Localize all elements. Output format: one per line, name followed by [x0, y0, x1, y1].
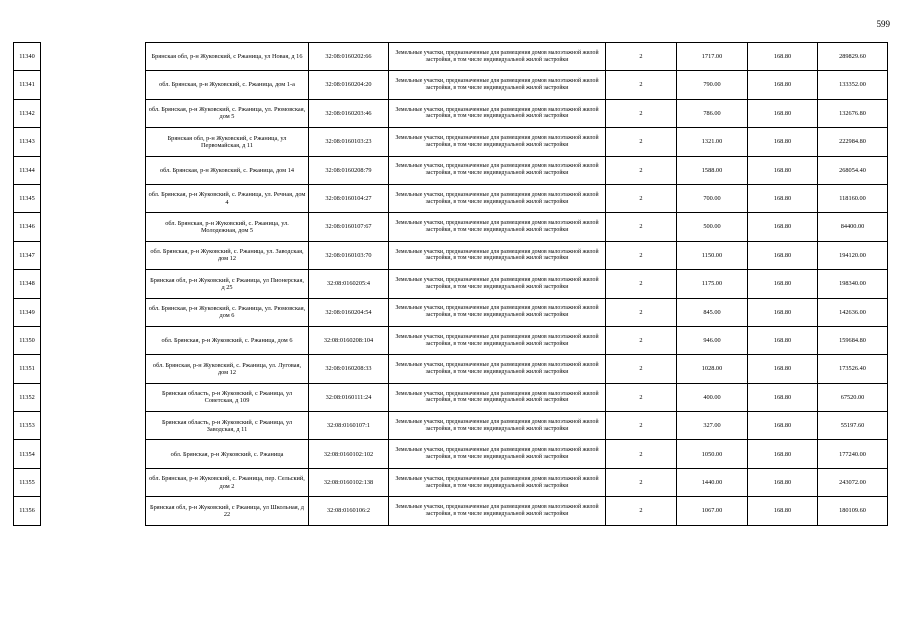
row-spacer-cell — [41, 241, 146, 269]
table-row — [14, 43, 888, 71]
address-cell: обл. Брянская, р-н Жуковский, с. Ржаница — [146, 440, 309, 468]
group-cell: 2 — [606, 412, 677, 440]
row-spacer-cell — [41, 43, 146, 71]
area-cell: 786.00 — [677, 99, 748, 127]
table-row — [14, 355, 888, 383]
cadastral-number-cell: 32:08:0160102:102 — [309, 440, 389, 468]
area-cell: 1321.00 — [677, 128, 748, 156]
address-cell: обл. Брянская, р-н Жуковский, с. Ржаница, ул. Речная, дом 4 — [146, 184, 309, 212]
rate-cell: 168.80 — [748, 99, 818, 127]
table-row — [14, 184, 888, 212]
row-id-cell: 11345 — [14, 184, 41, 212]
row-id-cell: 11346 — [14, 213, 41, 241]
rate-cell: 168.80 — [748, 298, 818, 326]
cadastral-value-cell: 180109.60 — [818, 497, 888, 525]
cadastral-value-cell: 118160.00 — [818, 184, 888, 212]
cadastral-number-cell: 32:08:0160107:1 — [309, 412, 389, 440]
address-cell: Брянская обл, р-н Жуковский, с Ржаница, ул Новая, д 16 — [146, 43, 309, 71]
cadastral-number-cell: 32:08:0160103:70 — [309, 241, 389, 269]
cadastral-value-cell: 173526.40 — [818, 355, 888, 383]
cadastral-number-cell: 32:08:0160205:4 — [309, 270, 389, 298]
area-cell: 790.00 — [677, 71, 748, 99]
rate-cell: 168.80 — [748, 326, 818, 354]
land-use-description-cell: Земельные участки, предназначенные для размещения домов малоэтажной жилой застройки, в том числе индивидуальной жилой застройки — [389, 355, 606, 383]
group-cell: 2 — [606, 326, 677, 354]
cadastral-number-cell: 32:08:0160202:66 — [309, 43, 389, 71]
row-id-cell: 11342 — [14, 99, 41, 127]
area-cell: 327.00 — [677, 412, 748, 440]
land-use-description-cell: Земельные участки, предназначенные для размещения домов малоэтажной жилой застройки, в том числе индивидуальной жилой застройки — [389, 43, 606, 71]
table-row — [14, 270, 888, 298]
cadastral-value-cell: 268054.40 — [818, 156, 888, 184]
cadastral-number-cell: 32:08:0160107:67 — [309, 213, 389, 241]
row-id-cell: 11341 — [14, 71, 41, 99]
area-cell: 845.00 — [677, 298, 748, 326]
group-cell: 2 — [606, 156, 677, 184]
row-id-cell: 11353 — [14, 412, 41, 440]
rate-cell: 168.80 — [748, 270, 818, 298]
area-cell: 400.00 — [677, 383, 748, 411]
cadastral-number-cell: 32:08:0160204:20 — [309, 71, 389, 99]
land-use-description-cell: Земельные участки, предназначенные для размещения домов малоэтажной жилой застройки, в том числе индивидуальной жилой застройки — [389, 241, 606, 269]
cadastral-number-cell: 32:08:0160208:104 — [309, 326, 389, 354]
cadastral-value-cell: 142636.00 — [818, 298, 888, 326]
group-cell: 2 — [606, 468, 677, 496]
rate-cell: 168.80 — [748, 71, 818, 99]
cadastral-value-cell: 198340.00 — [818, 270, 888, 298]
row-id-cell: 11352 — [14, 383, 41, 411]
group-cell: 2 — [606, 99, 677, 127]
cadastral-value-cell: 289829.60 — [818, 43, 888, 71]
row-spacer-cell — [41, 412, 146, 440]
row-spacer-cell — [41, 270, 146, 298]
area-cell: 1440.00 — [677, 468, 748, 496]
address-cell: Брянская обл, р-н Жуковский, с Ржаница, ул Первомайская, д 11 — [146, 128, 309, 156]
table-row — [14, 128, 888, 156]
row-spacer-cell — [41, 184, 146, 212]
cadastral-value-cell: 84400.00 — [818, 213, 888, 241]
row-spacer-cell — [41, 440, 146, 468]
cadastral-value-cell: 132676.80 — [818, 99, 888, 127]
table-row — [14, 298, 888, 326]
row-spacer-cell — [41, 213, 146, 241]
land-use-description-cell: Земельные участки, предназначенные для размещения домов малоэтажной жилой застройки, в том числе индивидуальной жилой застройки — [389, 128, 606, 156]
rate-cell: 168.80 — [748, 412, 818, 440]
table-row — [14, 497, 888, 525]
rate-cell: 168.80 — [748, 468, 818, 496]
rate-cell: 168.80 — [748, 241, 818, 269]
row-id-cell: 11354 — [14, 440, 41, 468]
cadastral-number-cell: 32:08:0160103:23 — [309, 128, 389, 156]
page-number: 599 — [876, 19, 890, 29]
area-cell: 946.00 — [677, 326, 748, 354]
row-spacer-cell — [41, 99, 146, 127]
row-spacer-cell — [41, 326, 146, 354]
table-row — [14, 326, 888, 354]
table-row — [14, 412, 888, 440]
cadastral-number-cell: 32:08:0160102:138 — [309, 468, 389, 496]
group-cell: 2 — [606, 355, 677, 383]
table-row — [14, 213, 888, 241]
group-cell: 2 — [606, 213, 677, 241]
cadastral-number-cell: 32:08:0160104:27 — [309, 184, 389, 212]
rate-cell: 168.80 — [748, 213, 818, 241]
cadastral-number-cell: 32:08:0160204:54 — [309, 298, 389, 326]
row-id-cell: 11356 — [14, 497, 41, 525]
row-spacer-cell — [41, 383, 146, 411]
group-cell: 2 — [606, 270, 677, 298]
address-cell: Брянская обл, р-н Жуковский, с Ржаница, ул Пионерская, д 25 — [146, 270, 309, 298]
row-spacer-cell — [41, 128, 146, 156]
rate-cell: 168.80 — [748, 497, 818, 525]
address-cell: Брянская обл, р-н Жуковский, с Ржаница, ул Школьная, д 22 — [146, 497, 309, 525]
row-spacer-cell — [41, 71, 146, 99]
cadastral-value-cell: 133352.00 — [818, 71, 888, 99]
address-cell: обл. Брянская, р-н Жуковский, с. Ржаница, ул. Рюмовская, дом 6 — [146, 298, 309, 326]
land-use-description-cell: Земельные участки, предназначенные для размещения домов малоэтажной жилой застройки, в том числе индивидуальной жилой застройки — [389, 468, 606, 496]
cadastral-value-cell: 194120.00 — [818, 241, 888, 269]
area-cell: 1150.00 — [677, 241, 748, 269]
row-spacer-cell — [41, 497, 146, 525]
row-id-cell: 11347 — [14, 241, 41, 269]
cadastral-value-cell: 55197.60 — [818, 412, 888, 440]
group-cell: 2 — [606, 241, 677, 269]
row-id-cell: 11344 — [14, 156, 41, 184]
cadastral-value-cell: 243072.00 — [818, 468, 888, 496]
address-cell: обл. Брянская, р-н Жуковский, с. Ржаница, ул. Рюмовская, дом 5 — [146, 99, 309, 127]
cadastral-value-cell: 177240.00 — [818, 440, 888, 468]
cadastral-value-cell: 222984.80 — [818, 128, 888, 156]
rate-cell: 168.80 — [748, 128, 818, 156]
row-id-cell: 11351 — [14, 355, 41, 383]
area-cell: 1175.00 — [677, 270, 748, 298]
group-cell: 2 — [606, 497, 677, 525]
cadastral-number-cell: 32:08:0160106:2 — [309, 497, 389, 525]
table-row — [14, 99, 888, 127]
address-cell: обл. Брянская, р-н Жуковский, с. Ржаница, ул. Заводская, дом 12 — [146, 241, 309, 269]
group-cell: 2 — [606, 184, 677, 212]
address-cell: обл. Брянская, р-н Жуковский, с. Ржаница, пер. Сельский, дом 2 — [146, 468, 309, 496]
cadastral-number-cell: 32:08:0160203:46 — [309, 99, 389, 127]
land-use-description-cell: Земельные участки, предназначенные для размещения домов малоэтажной жилой застройки, в том числе индивидуальной жилой застройки — [389, 213, 606, 241]
area-cell: 700.00 — [677, 184, 748, 212]
table-body — [14, 43, 888, 526]
rate-cell: 168.80 — [748, 184, 818, 212]
land-use-description-cell: Земельные участки, предназначенные для размещения домов малоэтажной жилой застройки, в том числе индивидуальной жилой застройки — [389, 298, 606, 326]
row-spacer-cell — [41, 298, 146, 326]
land-use-description-cell: Земельные участки, предназначенные для размещения домов малоэтажной жилой застройки, в том числе индивидуальной жилой застройки — [389, 326, 606, 354]
group-cell: 2 — [606, 43, 677, 71]
row-id-cell: 11348 — [14, 270, 41, 298]
table-row — [14, 156, 888, 184]
row-id-cell: 11355 — [14, 468, 41, 496]
land-use-description-cell: Земельные участки, предназначенные для размещения домов малоэтажной жилой застройки, в том числе индивидуальной жилой застройки — [389, 497, 606, 525]
land-use-description-cell: Земельные участки, предназначенные для размещения домов малоэтажной жилой застройки, в том числе индивидуальной жилой застройки — [389, 71, 606, 99]
table-row — [14, 468, 888, 496]
rate-cell: 168.80 — [748, 43, 818, 71]
cadastral-number-cell: 32:08:0160111:24 — [309, 383, 389, 411]
row-spacer-cell — [41, 468, 146, 496]
row-id-cell: 11349 — [14, 298, 41, 326]
row-id-cell: 11350 — [14, 326, 41, 354]
table-row — [14, 440, 888, 468]
land-use-description-cell: Земельные участки, предназначенные для размещения домов малоэтажной жилой застройки, в том числе индивидуальной жилой застройки — [389, 270, 606, 298]
group-cell: 2 — [606, 71, 677, 99]
area-cell: 1717.00 — [677, 43, 748, 71]
rate-cell: 168.80 — [748, 355, 818, 383]
address-cell: Брянская область, р-н Жуковский, с Ржаница, ул Заводская, д 11 — [146, 412, 309, 440]
area-cell: 1588.00 — [677, 156, 748, 184]
area-cell: 1067.00 — [677, 497, 748, 525]
land-parcels-table — [13, 42, 888, 526]
rate-cell: 168.80 — [748, 156, 818, 184]
address-cell: обл. Брянская, р-н Жуковский, с. Ржаница, дом 6 — [146, 326, 309, 354]
row-id-cell: 11340 — [14, 43, 41, 71]
table-row — [14, 383, 888, 411]
land-use-description-cell: Земельные участки, предназначенные для размещения домов малоэтажной жилой застройки, в том числе индивидуальной жилой застройки — [389, 383, 606, 411]
group-cell: 2 — [606, 128, 677, 156]
rate-cell: 168.80 — [748, 440, 818, 468]
land-use-description-cell: Земельные участки, предназначенные для размещения домов малоэтажной жилой застройки, в том числе индивидуальной жилой застройки — [389, 99, 606, 127]
cadastral-value-cell: 159684.80 — [818, 326, 888, 354]
group-cell: 2 — [606, 440, 677, 468]
cadastral-value-cell: 67520.00 — [818, 383, 888, 411]
group-cell: 2 — [606, 383, 677, 411]
rate-cell: 168.80 — [748, 383, 818, 411]
area-cell: 1028.00 — [677, 355, 748, 383]
area-cell: 500.00 — [677, 213, 748, 241]
row-spacer-cell — [41, 355, 146, 383]
table-row — [14, 71, 888, 99]
row-id-cell: 11343 — [14, 128, 41, 156]
land-use-description-cell: Земельные участки, предназначенные для размещения домов малоэтажной жилой застройки, в том числе индивидуальной жилой застройки — [389, 412, 606, 440]
cadastral-number-cell: 32:08:0160208:33 — [309, 355, 389, 383]
address-cell: Брянская область, р-н Жуковский, с Ржаница, ул Советская, д 109 — [146, 383, 309, 411]
address-cell: обл. Брянская, р-н Жуковский, с. Ржаница, дом 14 — [146, 156, 309, 184]
table-row — [14, 241, 888, 269]
area-cell: 1050.00 — [677, 440, 748, 468]
land-use-description-cell: Земельные участки, предназначенные для размещения домов малоэтажной жилой застройки, в том числе индивидуальной жилой застройки — [389, 156, 606, 184]
group-cell: 2 — [606, 298, 677, 326]
land-use-description-cell: Земельные участки, предназначенные для размещения домов малоэтажной жилой застройки, в том числе индивидуальной жилой застройки — [389, 440, 606, 468]
row-spacer-cell — [41, 156, 146, 184]
address-cell: обл. Брянская, р-н Жуковский, с. Ржаница, ул. Луговая, дом 12 — [146, 355, 309, 383]
address-cell: обл. Брянская, р-н Жуковский, с. Ржаница, дом 1-а — [146, 71, 309, 99]
cadastral-number-cell: 32:08:0160208:79 — [309, 156, 389, 184]
address-cell: обл. Брянская, р-н Жуковский, с. Ржаница, ул. Молодежная, дом 5 — [146, 213, 309, 241]
land-use-description-cell: Земельные участки, предназначенные для размещения домов малоэтажной жилой застройки, в том числе индивидуальной жилой застройки — [389, 184, 606, 212]
